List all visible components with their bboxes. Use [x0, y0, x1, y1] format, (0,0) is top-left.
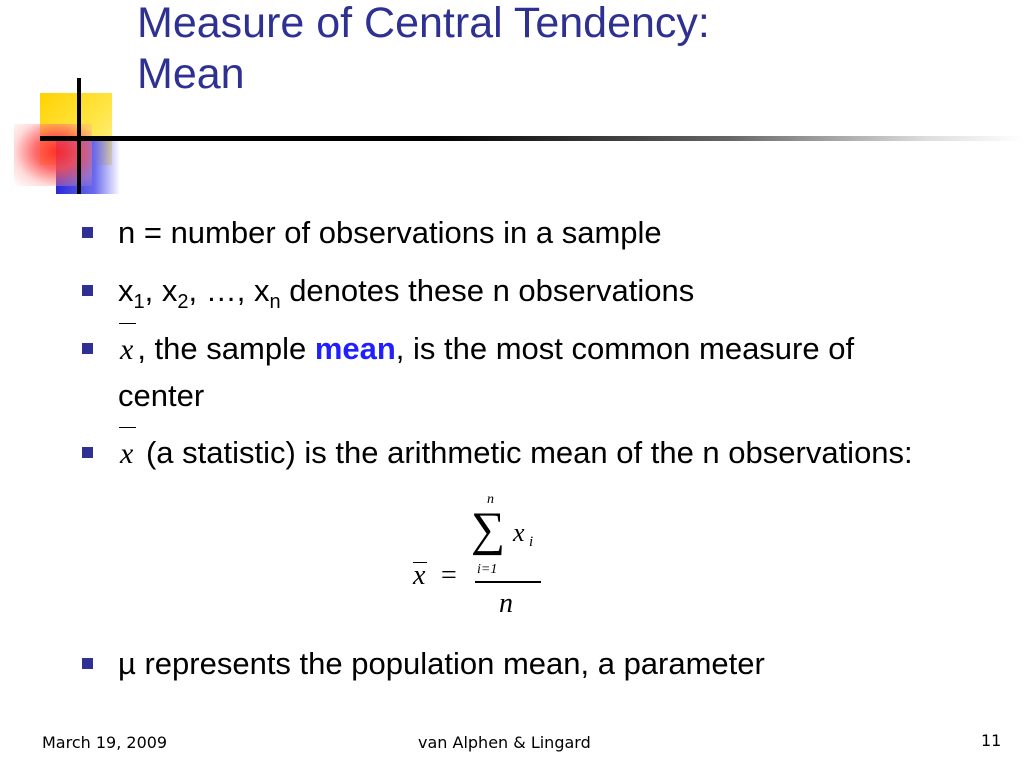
bullet-square-icon — [82, 285, 93, 296]
mean-formula — [405, 490, 565, 630]
bullet-item — [118, 430, 938, 477]
bullet-text: , the sample — [137, 331, 315, 366]
formula-x-bar: x — [413, 560, 426, 591]
separator: , — [144, 273, 162, 308]
bullet-square-icon — [82, 658, 93, 669]
bullet-item — [118, 210, 938, 256]
separator: , — [236, 273, 254, 308]
x-bar-symbol: x — [120, 431, 133, 477]
bullet-square-icon — [82, 447, 93, 458]
variable-x: x — [161, 273, 178, 308]
slide-title-line-2: Mean — [137, 50, 245, 98]
ellipsis: … — [205, 273, 237, 308]
separator: , — [188, 273, 206, 308]
formula-upper-limit: n — [487, 492, 494, 507]
subscript-1: 1 — [133, 291, 145, 313]
bullet-square-icon — [82, 343, 93, 354]
bullet-text: denotes these n observations — [280, 273, 695, 308]
bullet-item — [118, 326, 938, 419]
bullet-item — [118, 268, 938, 318]
mean-highlight: mean — [314, 331, 396, 366]
variable-x: x — [118, 273, 134, 308]
subscript-n: n — [269, 291, 281, 313]
formula-lower-limit: i=1 — [477, 562, 498, 577]
variable-x: x — [253, 273, 270, 308]
bullet-square-icon — [82, 227, 93, 238]
formula-denominator: n — [499, 588, 513, 619]
bullet-item — [118, 641, 938, 687]
formula-term-subscript: i — [529, 534, 534, 550]
footer-date: March 19, 2009 — [42, 733, 168, 752]
bullet-text: (a statistic) is the arithmetic mean of the n observations: — [137, 435, 913, 470]
footer-author: van Alphen & Lingard — [418, 733, 591, 752]
subscript-2: 2 — [177, 291, 189, 313]
bullet-text: n = number of observations in a sample — [118, 215, 662, 250]
slide-number: 11 — [981, 731, 1002, 750]
slide-title-line-1: Measure of Central Tendency: — [137, 0, 710, 47]
fraction-bar — [475, 581, 541, 583]
x-bar-symbol: x — [120, 327, 133, 373]
formula-term: x — [513, 518, 525, 547]
formula-equals: = — [441, 560, 457, 591]
bullet-text: µ represents the population mean, a parameter — [118, 646, 765, 681]
bullet-text: , is the most common measure of center — [118, 331, 855, 413]
summation-icon: ∑ — [471, 503, 506, 556]
